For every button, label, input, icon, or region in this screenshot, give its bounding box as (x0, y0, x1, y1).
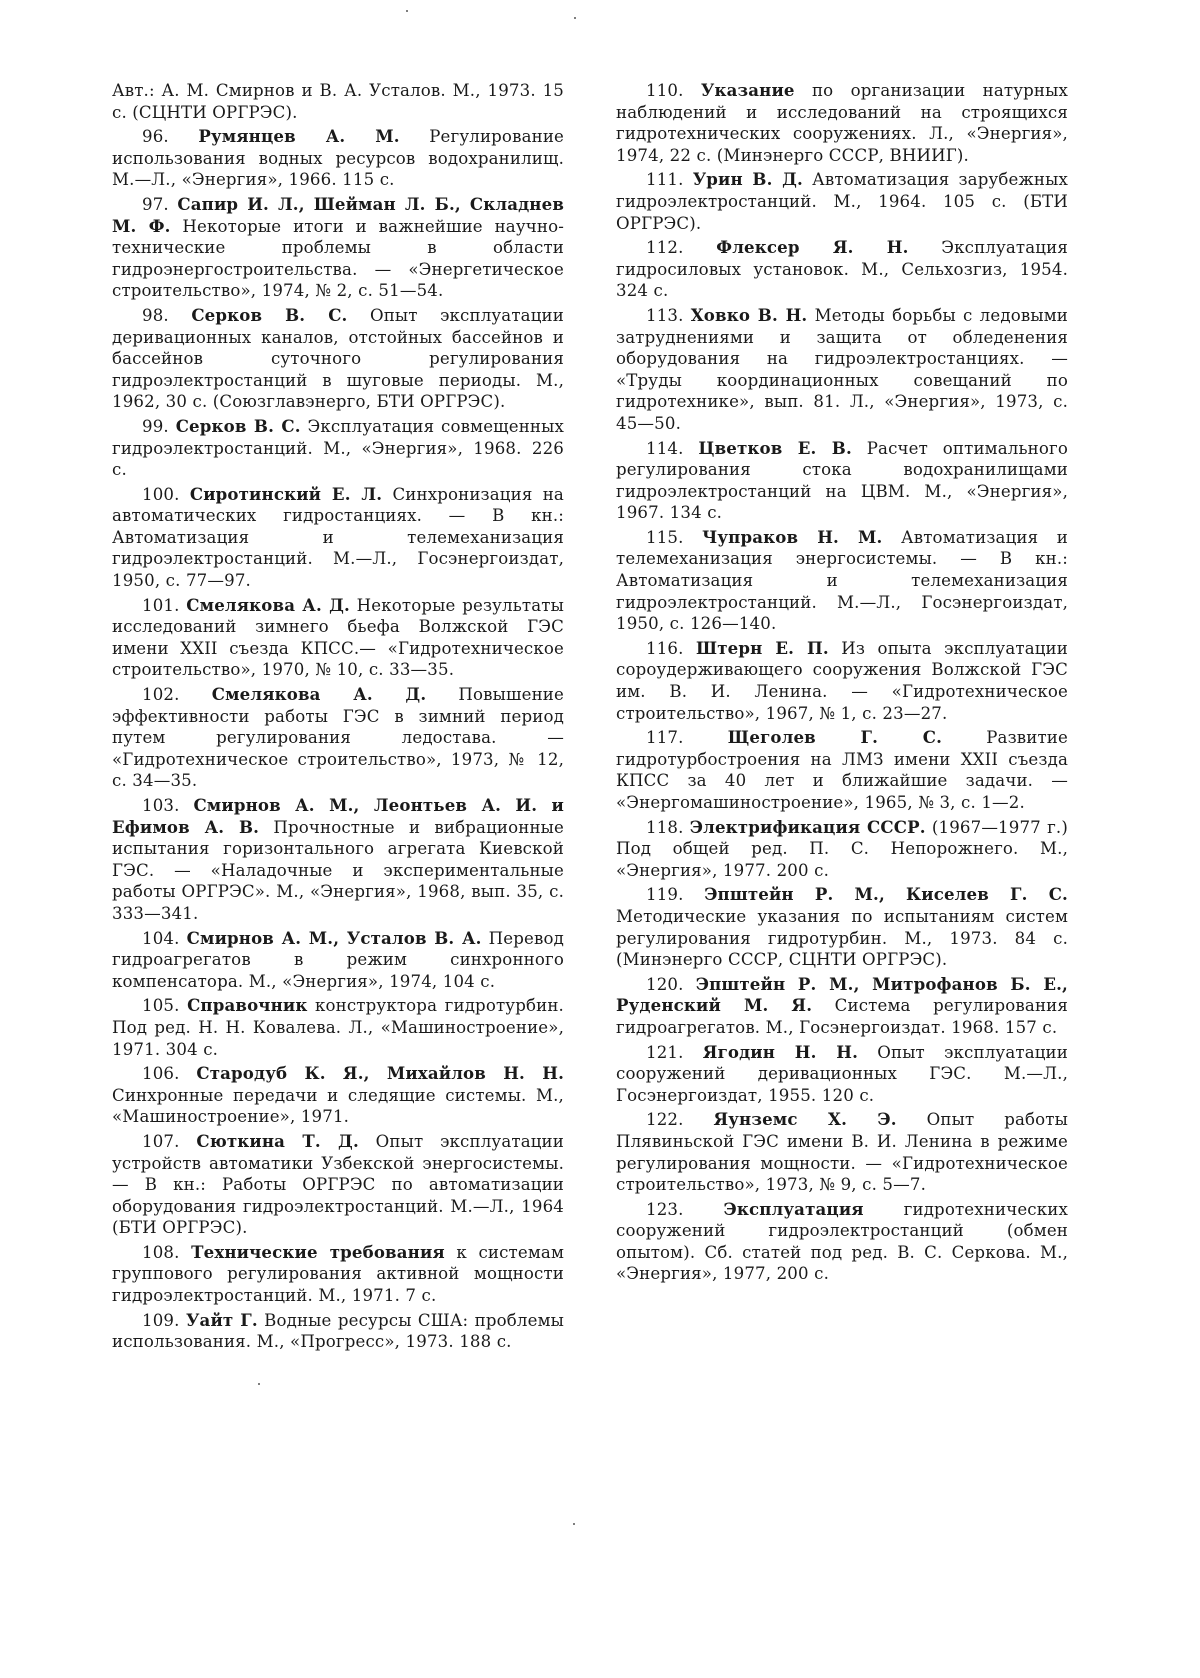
entry-author: Ховко В. Н. (690, 304, 808, 325)
entry-text: гидротехнических сооружений гидроэлектростанций (обмен опытом). Сб. статей под ред. В. С. Серкова. М., «Энергия», 1977, 200 с. (616, 1199, 1068, 1284)
entry-text: Опыт эксплуатации сооружений деривационных ГЭС. М.—Л., Госэнергоиздат, 1955. 120 с. (616, 1042, 1068, 1105)
entry-number: 115. (646, 527, 684, 547)
bibliography-entry (112, 1063, 564, 1128)
bibliography-entry (616, 305, 1068, 435)
bibliography-entry (616, 1199, 1068, 1285)
bibliography-entry (616, 169, 1068, 234)
entry-text: Перевод гидроагрегатов в режим синхронного компенсатора. М., «Энергия», 1974, 104 с. (112, 928, 564, 991)
bibliography-entry (616, 727, 1068, 813)
scan-speck (574, 17, 576, 19)
entry-number: 99. (142, 416, 169, 436)
entry-author: Ягодин Н. Н. (702, 1041, 859, 1062)
entry-author: Технические требования (191, 1241, 445, 1262)
bibliography-entry (616, 974, 1068, 1039)
entry-author: Смирнов А. М., Усталов В. А. (186, 927, 482, 948)
bibliography-entry (616, 438, 1068, 524)
bibliography-entry (112, 484, 564, 592)
entry-author: Уайт Г. (185, 1309, 258, 1330)
entry-text: Водные ресурсы США: проблемы использования. М., «Прогресс», 1973. 188 с. (112, 1310, 564, 1352)
entry-text: Методические указания по испытаниям систем регулирования гидротурбин. М., 1973. 84 с. (Минэнерго СССР, СЦНТИ ОРГРЭС). (616, 906, 1068, 970)
bibliography-entry (616, 638, 1068, 724)
bibliography-entry (112, 305, 564, 413)
entry-author: Смелякова А. Д. (211, 684, 427, 705)
entry-number: 123. (646, 1199, 684, 1219)
entry-author: Румянцев А. М. (198, 126, 400, 147)
entry-number: 122. (646, 1110, 684, 1130)
entry-author: Яунземс Х. Э. (713, 1109, 897, 1130)
entry-text: Опыт работы Плявиньской ГЭС имени В. И. Ленина в режиме регулирования мощности. — «Гидротехническое строительство», 1973, № 9, с. 5—7. (616, 1110, 1068, 1195)
entry-number: 98. (142, 305, 169, 325)
entry-author: Справочник (187, 995, 308, 1016)
bibliography-entry (112, 928, 564, 993)
bibliography-entry (616, 1042, 1068, 1107)
entry-text: Некоторые итоги и важнейшие научно-технические проблемы в области гидроэнергостроительства. — «Энергетическое строительство», 1974, № 2, с. 51—54. (112, 216, 564, 301)
entry-number: 111. (646, 170, 684, 190)
entry-text: Развитие гидротурбостроения на ЛМЗ имени XXII съезда КПСС за 40 лет и ближайшие задачи. — «Энергомашиностроение», 1965, № 3, с. 1—2. (616, 728, 1068, 812)
entry-author: Серков В. С. (191, 304, 348, 325)
entry-text: Регулирование использования водных ресурсов водохранилищ. М.—Л., «Энергия», 1966. 115 с. (112, 127, 564, 190)
entry-number: 104. (142, 928, 180, 948)
entry-number: 112. (646, 238, 684, 258)
entry-author: Указание (700, 80, 795, 100)
entry-number: 119. (646, 885, 684, 905)
bibliography-entry (112, 595, 564, 681)
entry-number: 116. (646, 638, 684, 658)
entry-number: 108. (142, 1242, 180, 1262)
entry-number: 117. (646, 728, 684, 748)
entry-text: Расчет оптимального регулирования стока водохранилищами гидроэлектростанций на ЦВМ. М., «Энергия», 1967. 134 с. (616, 438, 1068, 523)
entry-text: Автоматизация и телемеханизация энергосистемы. — В кн.: Автоматизация и телемеханизация гидроэлектростанций. М.—Л., Госэнергоиздат, 1950, с. 126—140. (616, 527, 1068, 634)
left-column (112, 80, 564, 1356)
entry-author: Эпштейн Р. М., Митрофанов Б. Е., Руденский М. Я. (616, 973, 1068, 1016)
entry-author: Смелякова А. Д. (186, 594, 350, 615)
entry-author: Флексер Я. Н. (716, 237, 909, 258)
entry-number: 101. (142, 595, 180, 615)
entry-author: Щеголев Г. С. (727, 727, 943, 748)
entry-text: Некоторые результаты исследований зимнего бьефа Волжской ГЭС имени XXII съезда КПСС.— «Гидротехническое строительство», 1970, № 10, с. 33—35. (112, 595, 564, 680)
entry-text: Из опыта эксплуатации сороудерживающего сооружения Волжской ГЭС им. В. И. Ленина. — «Гидротехническое строительство», 1967, № 1, с. 23—27. (616, 638, 1068, 723)
entry-number: 105. (142, 996, 180, 1016)
entry-text: конструктора гидротурбин. Под ред. Н. Н. Ковалева. Л., «Машиностроение», 1971. 304 с. (112, 996, 564, 1059)
scan-speck (573, 1523, 575, 1525)
entry-text: по организации натурных наблюдений и исследований на строящихся гидротехнических сооружениях. Л., «Энергия», 1974, 22 с. (Минэнерго СССР, ВНИИГ). (616, 81, 1068, 165)
entry-number: 120. (646, 974, 684, 994)
entry-number: 96. (142, 127, 169, 147)
bibliography-entry (112, 1131, 564, 1239)
bibliography-entry (112, 126, 564, 191)
entry-number: 103. (142, 796, 180, 815)
entry-text: Повышение эффективности работы ГЭС в зимний период путем регулирования ледостава. — «Гидротехническое строительство», 1973, № 12, с. 34—35. (112, 685, 564, 791)
bibliography-entry (112, 684, 564, 792)
entry-author: Электрификация СССР. (689, 816, 926, 837)
entry-number: 97. (142, 194, 169, 214)
entry-author: Чупраков Н. М. (702, 526, 883, 547)
entry-author: Сюткина Т. Д. (196, 1130, 359, 1151)
entry-text: Опыт эксплуатации деривационных каналов, отстойных бассейнов и бассейнов суточного регулирования гидроэлектростанций в шуговые периоды. М., 1962, 30 с. (Союзглавэнерго, БТИ ОРГРЭС). (112, 305, 564, 412)
scan-speck (406, 10, 408, 12)
bibliography-entry (112, 416, 564, 481)
entry-text: Прочностные и вибрационные испытания горизонтального агрегата Киевской ГЭС. — «Наладочные и экспериментальные работы ОРГРЭС». М., «Энергия», 1968, вып. 35, с. 333—341. (112, 817, 564, 923)
scan-speck (258, 1383, 260, 1385)
entry-number: 106. (142, 1064, 180, 1084)
bibliography-entry (112, 194, 564, 302)
entry-text: Авт.: А. М. Смирнов и В. А. Усталов. М., 1973. 15 с. (СЦНТИ ОРГРЭС). (112, 81, 564, 122)
entry-author: Цветков Е. В. (698, 437, 852, 458)
bibliography-entry (616, 817, 1068, 882)
entry-author: Серков В. С. (175, 415, 301, 436)
entry-author: Эксплуатация (723, 1198, 864, 1219)
entry-number: 107. (142, 1131, 180, 1151)
entry-number: 100. (142, 484, 180, 504)
entry-number: 109. (142, 1310, 180, 1330)
bibliography-entry (112, 80, 564, 123)
entry-text: Эксплуатация совмещенных гидроэлектростанций. М., «Энергия», 1968. 226 с. (112, 416, 564, 480)
entry-text: к системам группового регулирования активной мощности гидроэлектростанций. М., 1971. 7 с. (112, 1242, 564, 1306)
entry-number: 113. (646, 305, 684, 325)
entry-author: Сиротинский Е. Л. (189, 483, 383, 504)
entry-number: 118. (646, 817, 684, 837)
entry-text: (1967—1977 г.) Под общей ред. П. С. Непорожнего. М., «Энергия», 1977. 200 с. (616, 817, 1068, 880)
entry-text: Система регулирования гидроагрегатов. М., Госэнергоиздат. 1968. 157 с. (616, 996, 1068, 1037)
bibliography-entry (616, 237, 1068, 302)
bibliography-entry (112, 1242, 564, 1307)
entry-author: Смирнов А. М., Леонтьев А. И. и Ефимов А. В. (112, 795, 564, 837)
entry-author: Стародуб К. Я., Михайлов Н. Н. (196, 1063, 564, 1084)
entry-text: Синхронные передачи и следящие системы. М., «Машиностроение», 1971. (112, 1085, 564, 1127)
entry-text: Автоматизация зарубежных гидроэлектростанций. М., 1964. 105 с. (БТИ ОРГРЭС). (616, 170, 1068, 233)
bibliography-entry (616, 80, 1068, 166)
entry-author: Штерн Е. П. (696, 637, 829, 658)
bibliography-entry (616, 884, 1068, 970)
entry-number: 110. (646, 81, 684, 100)
entry-text: Эксплуатация гидросиловых установок. М., Сельхозгиз, 1954. 324 с. (616, 238, 1068, 301)
entry-text: Синхронизация на автоматических гидростанциях. — В кн.: Автоматизация и телемеханизация гидроэлектростанций. М.—Л., Госэнергоиздат, 1950, с. 77—97. (112, 484, 564, 591)
entry-author: Урин В. Д. (692, 169, 803, 190)
bibliography-entry (616, 1109, 1068, 1195)
entry-author: Сапир И. Л., Шейман Л. Б., Складнев М. Ф. (112, 193, 564, 236)
entry-text: Методы борьбы с ледовыми затруднениями и защита от обледенения оборудования на гидроэлектростанциях. — «Труды координационных совещаний по гидротехнике», вып. 81. Л., «Энергия», 1973, с. 45—50. (616, 305, 1068, 433)
bibliography-entry (112, 795, 564, 925)
entry-number: 114. (646, 438, 684, 458)
entry-number: 102. (142, 685, 180, 705)
bibliography-entry (112, 1310, 564, 1353)
bibliography-entry (616, 527, 1068, 635)
entry-text: Опыт эксплуатации устройств автоматики Узбекской энергосистемы. — В кн.: Работы ОРГРЭС по автоматизации оборудования гидроэлектростанций. М.—Л., 1964 (БТИ ОРГРЭС). (112, 1131, 564, 1238)
bibliography-entry (112, 995, 564, 1060)
right-column (616, 80, 1068, 1288)
entry-author: Эпштейн Р. М., Киселев Г. С. (704, 884, 1068, 905)
entry-number: 121. (646, 1042, 684, 1062)
